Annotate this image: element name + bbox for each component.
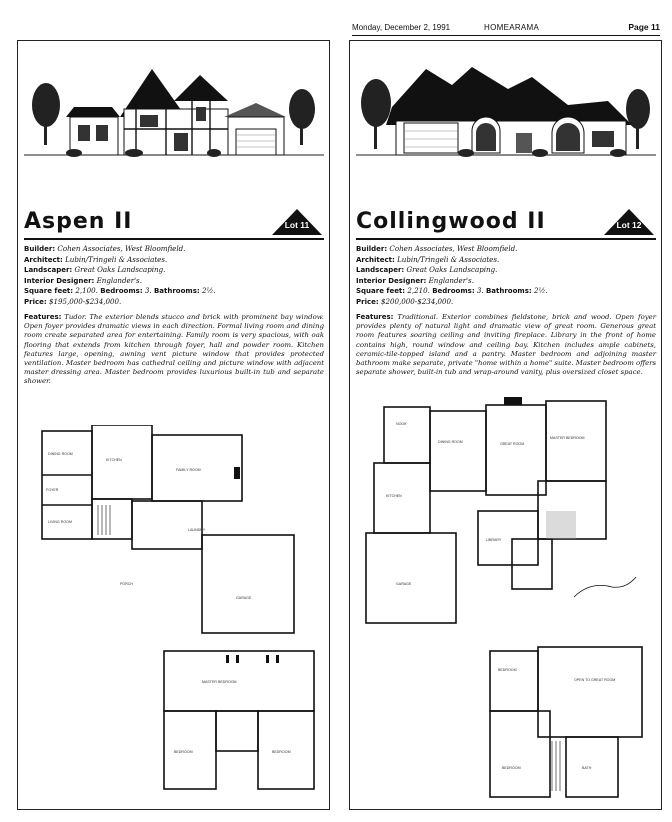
- landscaper-value: Great Oaks Landscaping.: [74, 265, 166, 275]
- model-name: Collingwood II: [356, 209, 546, 234]
- architect-value: Lubin/Tringeli & Associates.: [65, 254, 168, 264]
- builder-value: Cohen Associates, West Bloomfield.: [389, 244, 518, 253]
- issue-date: Monday, December 2, 1991: [352, 23, 451, 32]
- interior-value: Englander's.: [96, 275, 142, 285]
- plan-great-label: GREAT ROOM: [500, 442, 525, 446]
- builder-label: Builder:: [356, 245, 388, 253]
- plan-kitchen-label: KITCHEN: [386, 494, 402, 498]
- plan-bath-label: BATH: [582, 766, 592, 770]
- listing-collingwood: [349, 40, 662, 810]
- bedrooms-label: Bedrooms:: [432, 287, 475, 296]
- bathrooms-value: 2½.: [201, 286, 216, 296]
- spec-list: [24, 244, 324, 308]
- plan-kitchen-label: KITCHEN: [106, 458, 122, 462]
- page-header: [352, 22, 660, 36]
- features-text: The exterior blends stucco and brick with prominent bay window. Open foyer provides dramatic views in each direction. Formal living room and dining room create separated area for entertaining. Family room is very spacious, with oak flooring that extends from kitchen through foyer, hall and powder room. Kitchen features large, opening, awning vent picture window that provides protected ventilation. Master bedroom has cathedral ceiling and picture window with adjacent master dressing area. Master bedroom provides luxurious built-in tub and separate shower.: [24, 313, 324, 386]
- plan-family-foyer-label: FOYER: [46, 488, 59, 492]
- lot-badge: [604, 209, 654, 235]
- collingwood-elevation-drawing: [356, 45, 656, 203]
- lot-badge: [272, 209, 322, 235]
- lot-number: Lot 12: [616, 220, 642, 230]
- plan-living-label: LIVING ROOM: [48, 520, 72, 524]
- features-style: Traditional.: [397, 313, 439, 321]
- title-divider: [356, 238, 656, 240]
- plan-master-label: MASTER BEDROOM: [202, 680, 237, 684]
- features-label: Features:: [356, 313, 394, 321]
- features-label: Features:: [24, 313, 62, 321]
- architect-value: Lubin/Tringeli & Associates.: [397, 254, 500, 264]
- sqft-label: Square feet:: [356, 287, 406, 296]
- interior-label: Interior Designer:: [356, 276, 427, 285]
- sqft-value: 2,210.: [407, 286, 430, 296]
- architect-label: Architect:: [24, 255, 63, 264]
- plan-dining-label: DINING ROOM: [48, 452, 73, 456]
- lot-number: Lot 11: [284, 220, 310, 230]
- collingwood-first-floor-plan: [360, 391, 654, 631]
- page-number: Page 11: [628, 22, 660, 32]
- landscaper-label: Landscaper:: [356, 266, 405, 275]
- plan-master-label: MASTER BEDROOM: [550, 436, 585, 440]
- plan-nook-label: NOOK: [396, 422, 407, 426]
- section-name: HOMEARAMA: [484, 23, 540, 32]
- bathrooms-label: Bathrooms:: [485, 287, 532, 296]
- plan-porch-label: PORCH: [120, 582, 133, 586]
- features-text: Exterior combines fieldstone, brick and wood. Open foyer provides plenty of natural light and dramatic view of great room. Generous great room features soaring ceiling and inviting fireplace. Library in the front of home contains high, round window and ceiling bay. Kitchen includes ample cabinets, ceramic-tile-topped island and a pantry. Master bedroom and adjoining master bathroom make separate, private "home within a home" suite. Master bedroom offers separate shower, built-in tub and wrap-around vanity, plus oversized closet space.: [356, 313, 656, 377]
- bedrooms-value: 3.: [144, 286, 152, 296]
- plan-family-label: FAMILY ROOM: [176, 468, 201, 472]
- price-value: $195,000-$234,000.: [48, 296, 122, 306]
- collingwood-second-floor-plan: [486, 641, 646, 801]
- bedrooms-label: Bedrooms:: [100, 287, 143, 296]
- aspen-first-floor-plan: [36, 425, 298, 635]
- plan-library-label: LIBRARY: [486, 538, 502, 542]
- sqft-value: 2,100.: [75, 286, 98, 296]
- aspen-elevation-drawing: [24, 45, 324, 203]
- plan-laundry-label: LAUNDRY: [188, 528, 206, 532]
- interior-label: Interior Designer:: [24, 276, 95, 285]
- features-paragraph: [356, 313, 656, 377]
- builder-label: Builder:: [24, 245, 56, 253]
- plan-garage-label: GARAGE: [396, 582, 412, 586]
- bathrooms-label: Bathrooms:: [153, 287, 200, 296]
- plan-open-label: OPEN TO GREAT ROOM: [574, 678, 616, 682]
- plan-bedroom-a-label: BEDROOM: [498, 668, 517, 672]
- landscaper-label: Landscaper:: [24, 266, 73, 275]
- landscaper-value: Great Oaks Landscaping.: [406, 265, 498, 275]
- aspen-title-row: [24, 209, 324, 239]
- aspen-second-floor-plan: [162, 649, 316, 791]
- builder-value: Cohen Associates, West Bloomfield.: [57, 244, 186, 253]
- features-style: Tudor.: [64, 313, 87, 321]
- features-paragraph: [24, 313, 324, 387]
- bedrooms-value: 3.: [476, 286, 484, 296]
- price-label: Price:: [356, 297, 379, 306]
- price-value: $200,000-$234,000.: [380, 296, 454, 306]
- plan-garage-label: GARAGE: [236, 596, 252, 600]
- listing-aspen: [17, 40, 330, 810]
- plan-bedroom-b-label: BEDROOM: [272, 750, 291, 754]
- plan-dining-label: DINING ROOM: [438, 440, 463, 444]
- price-label: Price:: [24, 297, 47, 306]
- collingwood-title-row: [356, 209, 656, 239]
- spec-list: [356, 244, 656, 308]
- bathrooms-value: 2½.: [533, 286, 548, 296]
- sqft-label: Square feet:: [24, 287, 74, 296]
- architect-label: Architect:: [356, 255, 395, 264]
- interior-value: Englander's.: [428, 275, 474, 285]
- model-name: Aspen II: [24, 209, 133, 234]
- title-divider: [24, 238, 324, 240]
- plan-bedroom-a-label: BEDROOM: [174, 750, 193, 754]
- plan-bedroom-b-label: BEDROOM: [502, 766, 521, 770]
